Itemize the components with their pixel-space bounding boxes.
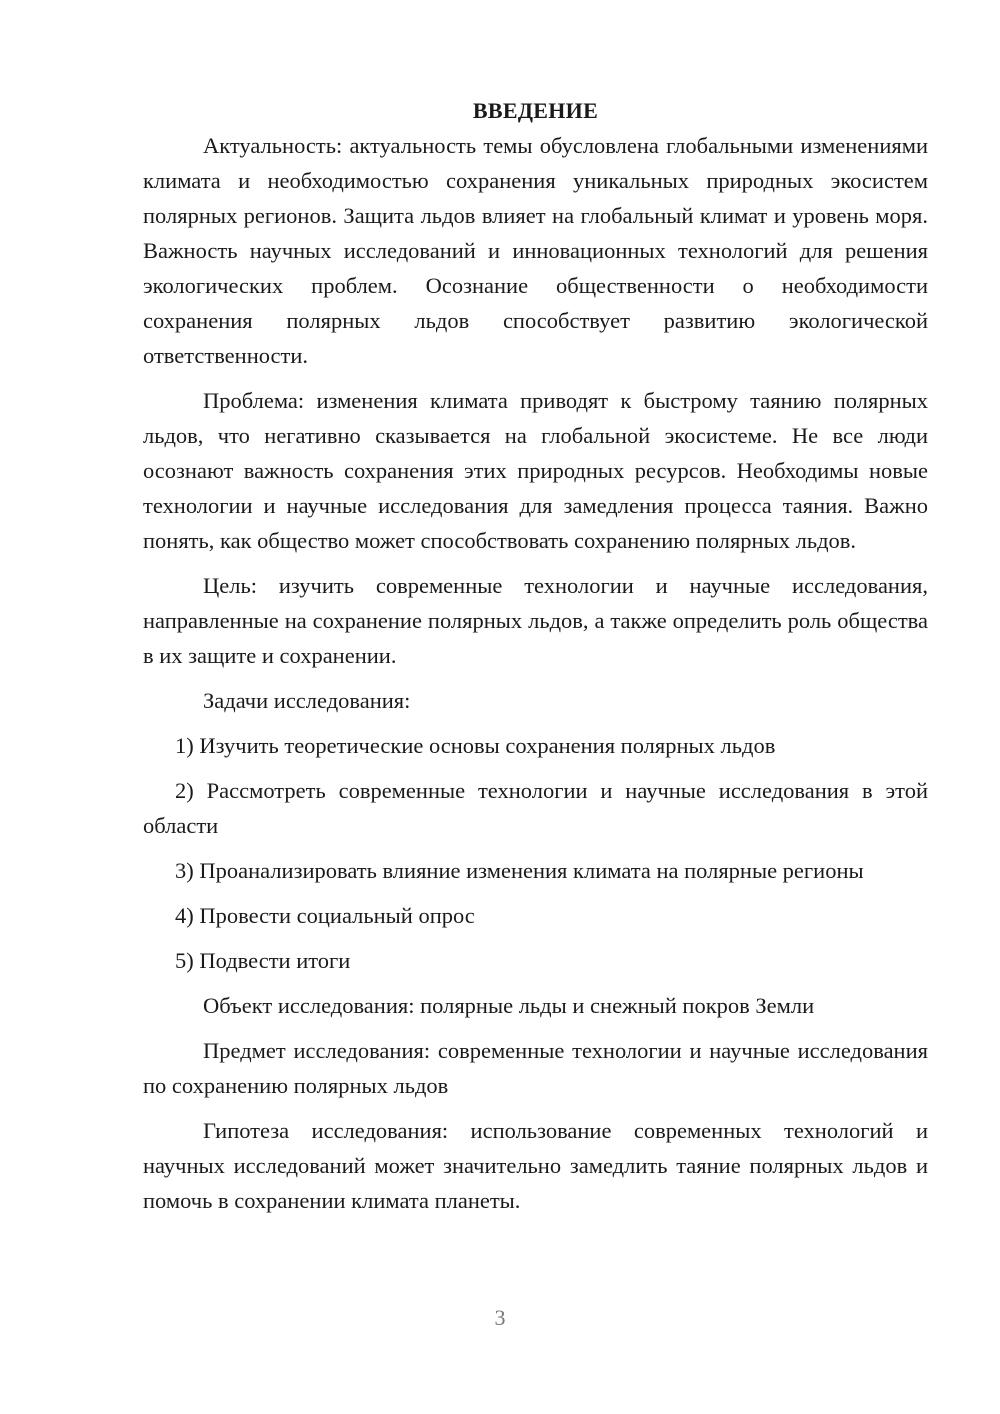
document-page [143, 93, 928, 1228]
goal-paragraph: Цель: изучить современные технологии и научные исследования, направленные на сохранение полярных льдов, а также определить роль общества в их защите и сохранении. [143, 573, 928, 668]
problem-paragraph: Проблема: изменения климата приводят к быстрому таянию полярных льдов, что негативно сказывается на глобальной экосистеме. Не все люди осознают важность сохранения этих природных ресурсов. Необходимы новые технологии и научные исследования для замедления процесса таяния. Важно понять, как общество может способствовать сохранению полярных льдов. [143, 388, 928, 553]
relevance-paragraph: Актуальность: актуальность темы обусловлена глобальными изменениями климата и необходимостью сохранения уникальных природных экосистем полярных регионов. Защита льдов влияет на глобальный климат и уровень моря. Важность научных исследований и инновационных технологий для решения экологических проблем. Осознание общественности о необходимости сохранения полярных льдов способствует развитию экологической ответственности. [143, 133, 928, 368]
task-item-2: 2) Рассмотреть современные технологии и научные исследования в этой области [143, 778, 928, 838]
hypothesis-paragraph: Гипотеза исследования: использование современных технологий и научных исследований может значительно замедлить таяние полярных льдов и помочь в сохранении климата планеты. [143, 1118, 928, 1213]
task-item-4: 4) Провести социальный опрос [175, 903, 475, 928]
subject-paragraph: Предмет исследования: современные технологии и научные исследования по сохранению полярных льдов [143, 1038, 928, 1098]
task-item-3: 3) Проанализировать влияние изменения климата на полярные регионы [175, 858, 864, 883]
page-number: 3 [494, 1305, 506, 1330]
tasks-heading: Задачи исследования: [203, 688, 411, 713]
page-title: ВВЕДЕНИЕ [472, 98, 599, 123]
task-item-5: 5) Подвести итоги [175, 948, 351, 973]
object-paragraph: Объект исследования: полярные льды и снежный покров Земли [203, 993, 815, 1018]
task-item-1: 1) Изучить теоретические основы сохранения полярных льдов [175, 733, 776, 758]
